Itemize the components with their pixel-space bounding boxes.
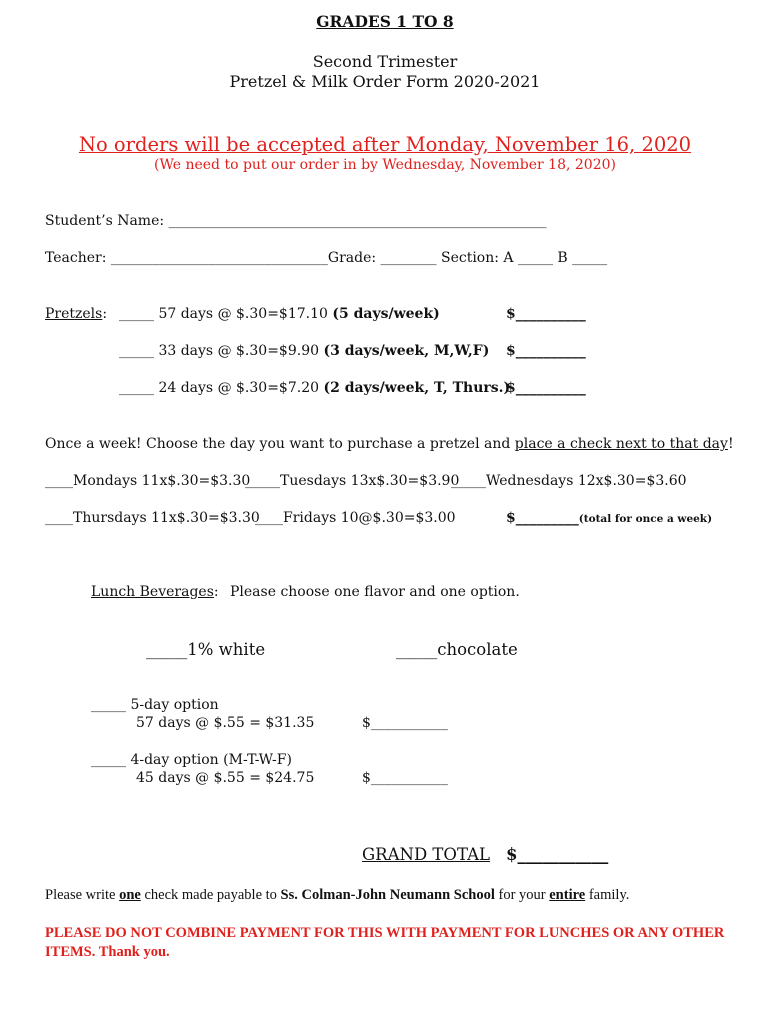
day-option-thursday[interactable]: ____Thursdays 11x$.30=$3.30 <box>45 510 260 526</box>
once-a-week-instruction <box>45 436 734 452</box>
payment-warning: PLEASE DO NOT COMBINE PAYMENT FOR THIS WITH PAYMENT FOR LUNCHES OR ANY OTHER ITEMS. Thank you. <box>45 925 725 960</box>
deadline-note: (We need to put our order in by Wednesday, November 18, 2020) <box>154 157 616 173</box>
pretzel-option-detail: (5 days/week) <box>332 306 440 322</box>
payment-text: check made payable to <box>140 887 281 903</box>
pretzels-colon: : <box>102 306 108 322</box>
beverages-instruction: Please choose one flavor and one option. <box>230 584 520 600</box>
flavor-chocolate-option[interactable]: _____chocolate <box>396 640 518 659</box>
pretzels-label: Pretzels <box>45 306 103 322</box>
beverage-amount-5day[interactable]: $___________ <box>362 715 448 731</box>
day-option-friday[interactable]: ____Fridays 10@$.30=$3.00 <box>255 510 456 526</box>
beverages-heading <box>91 584 219 600</box>
pretzel-option-2day[interactable] <box>119 380 510 396</box>
once-a-week-total[interactable] <box>506 510 712 526</box>
pretzel-option-blank: _____ <box>119 380 159 396</box>
once-a-week-intro: Once a week! Choose the day you want to purchase a pretzel and <box>45 436 515 452</box>
once-a-week-underlined: place a check next to that day <box>514 436 728 452</box>
pretzel-option-price: 33 days @ $.30=$9.90 <box>158 343 324 359</box>
payment-one: one <box>119 887 141 903</box>
pretzel-option-detail: (3 days/week, M,W,F) <box>323 343 490 359</box>
payment-instruction <box>45 887 629 904</box>
payment-school: Ss. Colman-John Neumann School <box>280 887 495 903</box>
pretzel-option-3day[interactable] <box>119 343 489 359</box>
payment-text: Please write <box>45 887 120 903</box>
trimester-label: Second Trimester <box>312 52 458 71</box>
day-option-tuesday[interactable]: _____Tuesdays 13x$.30=$3.90 <box>245 473 460 489</box>
pretzel-option-price: 24 days @ $.30=$7.20 <box>158 380 324 396</box>
once-a-week-total-amount: $_________ <box>506 510 579 526</box>
teacher-grade-section-field[interactable]: Teacher: _______________________________Grade: ________ Section: A _____ B _____ <box>45 250 608 266</box>
payment-entire: entire <box>549 887 586 903</box>
pretzel-option-blank: _____ <box>119 343 159 359</box>
once-a-week-total-note: (total for once a week) <box>578 513 713 525</box>
beverage-amount-4day[interactable]: $___________ <box>362 770 448 786</box>
student-name-field[interactable]: Student’s Name: ______________________________________________________ <box>45 213 547 229</box>
beverage-option-4day[interactable]: _____ 4-day option (M-T-W-F) <box>91 752 292 768</box>
deadline-notice: No orders will be accepted after Monday, November 16, 2020 <box>78 133 692 156</box>
day-option-wednesday[interactable]: _____Wednesdays 12x$.30=$3.60 <box>451 473 687 489</box>
pretzel-amount-2day[interactable]: $__________ <box>506 380 586 396</box>
beverage-option-4day-price: 45 days @ $.55 = $24.75 <box>136 770 315 786</box>
payment-text: for your <box>494 887 550 903</box>
grand-total-amount[interactable]: $___________ <box>506 845 609 864</box>
form-title: GRADES 1 TO 8 <box>316 12 454 31</box>
pretzels-heading <box>45 306 107 322</box>
pretzel-option-detail: (2 days/week, T, Thurs.) <box>323 380 511 396</box>
beverage-option-5day-price: 57 days @ $.55 = $31.35 <box>136 715 315 731</box>
once-a-week-end: ! <box>727 436 734 452</box>
pretzel-amount-3day[interactable]: $__________ <box>506 343 586 359</box>
beverages-label: Lunch Beverages <box>91 584 214 600</box>
form-name: Pretzel & Milk Order Form 2020-2021 <box>229 72 541 91</box>
beverages-colon: : <box>213 584 219 600</box>
grand-total-label: GRAND TOTAL <box>362 845 490 864</box>
payment-text: family. <box>585 887 630 903</box>
pretzel-option-5day[interactable] <box>119 306 440 322</box>
pretzel-amount-5day[interactable]: $__________ <box>506 306 586 322</box>
day-option-monday[interactable]: ____Mondays 11x$.30=$3.30 <box>45 473 251 489</box>
pretzel-option-price: 57 days @ $.30=$17.10 <box>158 306 333 322</box>
beverage-option-5day[interactable]: _____ 5-day option <box>91 697 219 713</box>
pretzel-option-blank: _____ <box>119 306 159 322</box>
flavor-white-option[interactable]: _____1% white <box>146 640 266 659</box>
